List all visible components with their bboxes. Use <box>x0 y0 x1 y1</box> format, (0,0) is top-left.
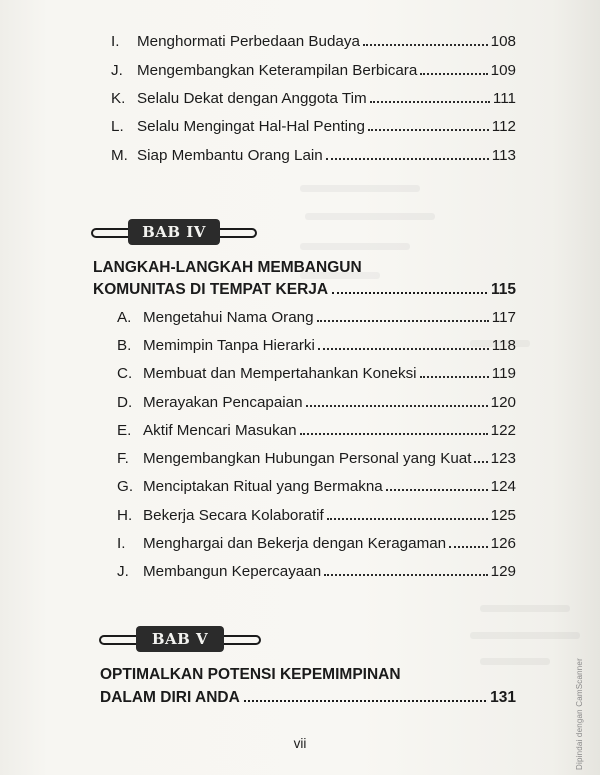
entry-page: 118 <box>491 337 516 354</box>
entry-title: Memimpin Tanpa Hierarki <box>143 337 315 354</box>
entry-letter: M. <box>111 147 128 164</box>
entry-letter: D. <box>117 394 133 411</box>
toc-entry[interactable] <box>117 478 516 495</box>
watermark-text: Dipindai dengan CamScanner <box>575 658 584 770</box>
entry-page: 113 <box>491 147 516 164</box>
leader-dots <box>306 405 488 407</box>
entry-title: Mengetahui Nama Orang <box>143 309 314 326</box>
entry-page: 120 <box>490 394 516 411</box>
entry-letter: F. <box>117 450 129 467</box>
entry-page: 117 <box>491 309 516 326</box>
entry-page: 109 <box>490 62 516 79</box>
entry-page: 126 <box>490 535 516 552</box>
chapter-badge <box>99 626 261 652</box>
leader-dots <box>386 489 488 491</box>
entry-title: Siap Membantu Orang Lain <box>137 147 323 164</box>
toc-entry[interactable] <box>111 33 516 50</box>
chapter-title[interactable]: LANGKAH-LANGKAH MEMBANGUN <box>93 259 362 276</box>
chapter-title-line[interactable] <box>100 689 516 707</box>
entry-page: 108 <box>490 33 516 50</box>
leader-dots <box>317 320 489 322</box>
toc-entry[interactable] <box>117 507 516 524</box>
toc-entry[interactable] <box>117 563 516 580</box>
entry-letter: H. <box>117 507 133 524</box>
chapter-title: KOMUNITAS DI TEMPAT KERJA <box>93 281 329 298</box>
entry-letter: J. <box>117 563 129 580</box>
leader-dots <box>324 574 488 576</box>
chapter-title: DALAM DIRI ANDA <box>100 689 240 706</box>
leader-dots <box>326 158 489 160</box>
entry-letter: E. <box>117 422 132 439</box>
entry-page: 112 <box>491 118 516 135</box>
leader-dots <box>363 44 488 46</box>
entry-page: 122 <box>490 422 516 439</box>
entry-title: Mengembangkan Keterampilan Berbicara <box>137 62 418 79</box>
toc-entry[interactable] <box>117 535 516 552</box>
scanner-watermark <box>574 640 594 770</box>
entry-title: Bekerja Secara Kolaboratif <box>143 507 324 524</box>
entry-title: Mengembangkan Hubungan Personal yang Kuat <box>143 450 472 467</box>
leader-dots <box>449 546 488 548</box>
leader-dots <box>370 101 490 103</box>
entry-letter: K. <box>111 90 126 107</box>
entry-page: 129 <box>490 563 516 580</box>
entry-page: 119 <box>491 365 516 382</box>
entry-letter: I. <box>111 33 120 50</box>
leader-dots <box>327 518 488 520</box>
entry-title: Selalu Mengingat Hal-Hal Penting <box>137 118 365 135</box>
entry-title: Menciptakan Ritual yang Bermakna <box>143 478 383 495</box>
chapter-label: BAB V <box>136 626 224 652</box>
leader-dots <box>332 292 487 294</box>
leader-dots <box>244 700 486 702</box>
entry-letter: B. <box>117 337 132 354</box>
entry-title: Menghormati Perbedaan Budaya <box>137 33 360 50</box>
toc-entry[interactable] <box>117 309 516 326</box>
entry-title: Aktif Mencari Masukan <box>143 422 297 439</box>
toc-entry[interactable] <box>111 118 516 135</box>
entry-letter: I. <box>117 535 126 552</box>
toc-entry[interactable] <box>117 365 516 382</box>
entry-letter: J. <box>111 62 123 79</box>
entry-page: 111 <box>492 90 516 107</box>
entry-title: Merayakan Pencapaian <box>143 394 303 411</box>
entry-page: 123 <box>490 450 516 467</box>
entry-letter: C. <box>117 365 133 382</box>
toc-entry[interactable] <box>117 422 516 439</box>
entry-page: 124 <box>490 478 516 495</box>
entry-title: Membangun Kepercayaan <box>143 563 322 580</box>
entry-letter: G. <box>117 478 134 495</box>
leader-dots <box>300 433 488 435</box>
entry-title: Selalu Dekat dengan Anggota Tim <box>137 90 367 107</box>
entry-page: 125 <box>490 507 516 524</box>
leader-dots <box>474 461 487 463</box>
toc-entry[interactable] <box>111 90 516 107</box>
leader-dots <box>318 348 489 350</box>
toc-entry[interactable] <box>117 394 516 411</box>
leader-dots <box>368 129 489 131</box>
toc-entry[interactable] <box>111 147 516 164</box>
chapter-page: 131 <box>490 689 516 706</box>
entry-letter: L. <box>111 118 124 135</box>
leader-dots <box>420 73 487 75</box>
chapter-badge <box>91 219 257 245</box>
chapter-title[interactable]: OPTIMALKAN POTENSI KEPEMIMPINAN <box>100 666 401 683</box>
leader-dots <box>420 376 489 378</box>
toc-entry[interactable] <box>117 337 516 354</box>
toc-entry[interactable] <box>117 450 516 467</box>
chapter-page: 115 <box>490 281 516 298</box>
chapter-title-line[interactable] <box>93 281 516 299</box>
entry-title: Menghargai dan Bekerja dengan Keragaman <box>143 535 447 552</box>
entry-letter: A. <box>117 309 132 326</box>
page-number: vii <box>293 736 307 751</box>
entry-title: Membuat dan Mempertahankan Koneksi <box>143 365 417 382</box>
toc-entry[interactable] <box>111 62 516 79</box>
chapter-label: BAB IV <box>128 219 220 245</box>
